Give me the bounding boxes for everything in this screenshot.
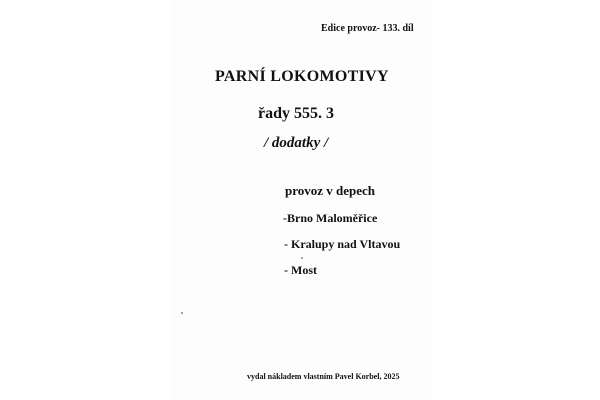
book-title: PARNÍ LOKOMOTIVY [215,68,389,85]
publisher-line: vydal nákladem vlastním Pavel Korbel, 2025 [247,372,400,381]
addenda-label: / dodatky / [264,135,329,151]
depot-item: - Most [284,263,317,277]
locomotive-series: řady 555. 3 [258,105,334,122]
edition-label: Edice provoz- 133. díl [321,23,414,34]
depots-heading: provoz v depech [285,183,376,198]
speck-mark [301,257,303,259]
depot-item: - Kralupy nad Vltavou [284,237,401,251]
cover-sheet [170,0,432,400]
speck-mark [181,312,183,314]
depot-item: -Brno Maloměřice [283,211,378,225]
